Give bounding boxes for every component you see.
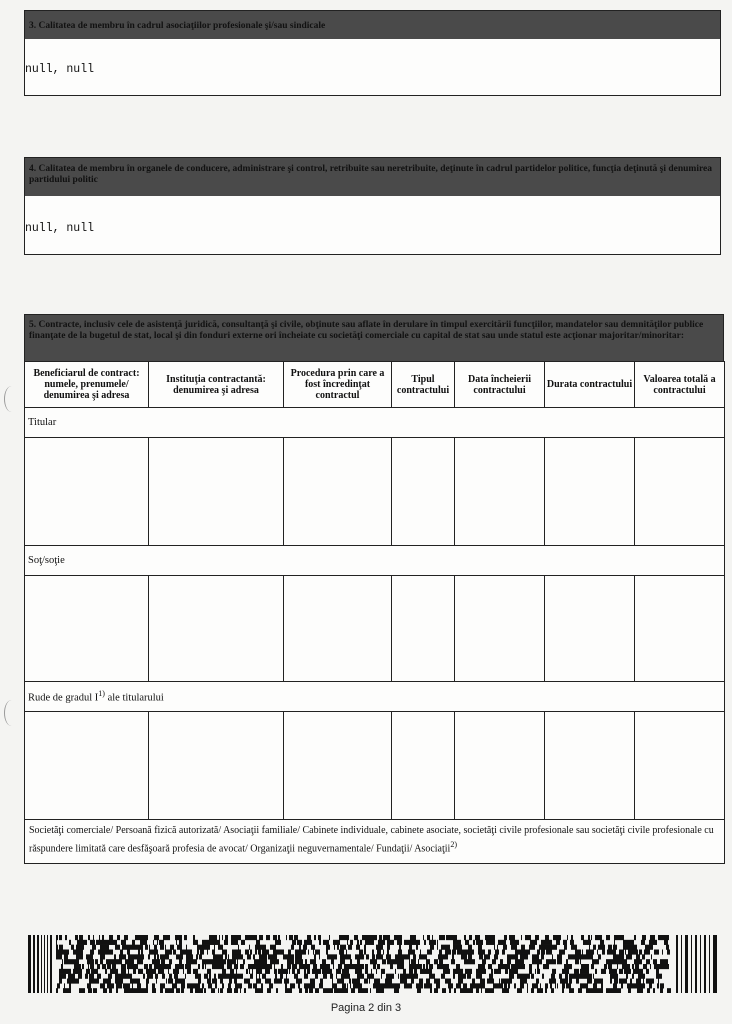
section-4-value: null, null bbox=[25, 222, 95, 235]
table-cell bbox=[545, 438, 635, 546]
column-header-type: Tipul contractului bbox=[392, 362, 455, 408]
table-cell bbox=[149, 576, 284, 682]
punch-hole-mark bbox=[4, 386, 19, 412]
punch-hole-mark bbox=[4, 700, 19, 726]
group-label-titular: Titular bbox=[25, 408, 725, 438]
table-row bbox=[25, 438, 725, 546]
table-cell bbox=[284, 438, 392, 546]
section-4-box bbox=[24, 157, 721, 255]
group-row-rude bbox=[25, 682, 725, 712]
section-3-header: 3. Calitatea de membru în cadrul asociaţiilor profesionale şi/sau sindicale bbox=[25, 11, 720, 39]
table-header-row bbox=[25, 362, 725, 408]
section-5-box bbox=[24, 314, 724, 362]
column-header-value: Valoarea totală a contractului bbox=[635, 362, 725, 408]
table-cell bbox=[392, 712, 455, 820]
table-cell bbox=[392, 438, 455, 546]
entity-types-text: Societăţi comerciale/ Persoană fizică autorizată/ Asociaţii familiale/ Cabinete individuale, cabinete asociate, societăţi civile profesionale sau societăţi civile profesionale cu răspundere limitată care desfăşoară profesia de avocat/ Organizaţii neguvernamentale/ Fundaţii/ Asociaţii bbox=[29, 825, 714, 855]
column-header-beneficiary: Beneficiarul de contract: numele, prenumele/ denumirea şi adresa bbox=[25, 362, 149, 408]
table-cell bbox=[635, 438, 725, 546]
table-cell bbox=[455, 576, 545, 682]
table-cell bbox=[25, 576, 149, 682]
group-row-sot bbox=[25, 546, 725, 576]
table-cell bbox=[455, 438, 545, 546]
note-footnote-mark: 2) bbox=[450, 840, 457, 849]
table-cell bbox=[545, 576, 635, 682]
section-5-header: 5. Contracte, inclusiv cele de asistenţă juridică, consultanţă şi civile, obţinute sau aflate în derulare în timpul exercitării funcţiilor, mandatelor sau demnităţilor publice finanţate de la bugetul de stat, local şi din fonduri externe ori încheiate cu societăţi comerciale cu capital de stat sau unde statul este acţionar majoritar/minoritar: bbox=[25, 315, 723, 363]
table-row bbox=[25, 576, 725, 682]
column-header-institution: Instituţia contractantă: denumirea şi adresa bbox=[149, 362, 284, 408]
table-cell bbox=[149, 438, 284, 546]
section-4-header: 4. Calitatea de membru în organele de conducere, administrare şi control, retribuite sau neretribuite, deţinute în cadrul partidelor politice, funcţia deţinută şi denumirea partidului politic bbox=[25, 158, 720, 196]
table-cell bbox=[284, 712, 392, 820]
table-cell bbox=[392, 576, 455, 682]
section-3-box bbox=[24, 10, 721, 96]
rude-footnote-mark: 1) bbox=[98, 689, 105, 699]
table-row bbox=[25, 712, 725, 820]
table-cell bbox=[545, 712, 635, 820]
group-label-sot: Soţ/soţie bbox=[25, 546, 725, 576]
note-row bbox=[25, 820, 725, 864]
table-cell bbox=[149, 712, 284, 820]
column-header-duration: Durata contractului bbox=[545, 362, 635, 408]
group-label-rude bbox=[25, 682, 725, 712]
rude-label-text: Rude de gradul I bbox=[28, 692, 99, 704]
entity-types-note bbox=[25, 820, 725, 864]
page-number: Pagina 2 din 3 bbox=[330, 1002, 402, 1014]
table-cell bbox=[455, 712, 545, 820]
table-cell bbox=[25, 438, 149, 546]
section-3-value: null, null bbox=[25, 63, 95, 76]
table-cell bbox=[25, 712, 149, 820]
rude-label-suffix: ale titularului bbox=[104, 692, 164, 704]
column-header-procedure: Procedura prin care a fost încredinţat contractul bbox=[284, 362, 392, 408]
contracts-table bbox=[24, 361, 725, 864]
group-row-titular bbox=[25, 408, 725, 438]
table-cell bbox=[635, 576, 725, 682]
pdf417-barcode bbox=[28, 935, 720, 993]
table-cell bbox=[284, 576, 392, 682]
column-header-date: Data încheierii contractului bbox=[455, 362, 545, 408]
table-cell bbox=[635, 712, 725, 820]
